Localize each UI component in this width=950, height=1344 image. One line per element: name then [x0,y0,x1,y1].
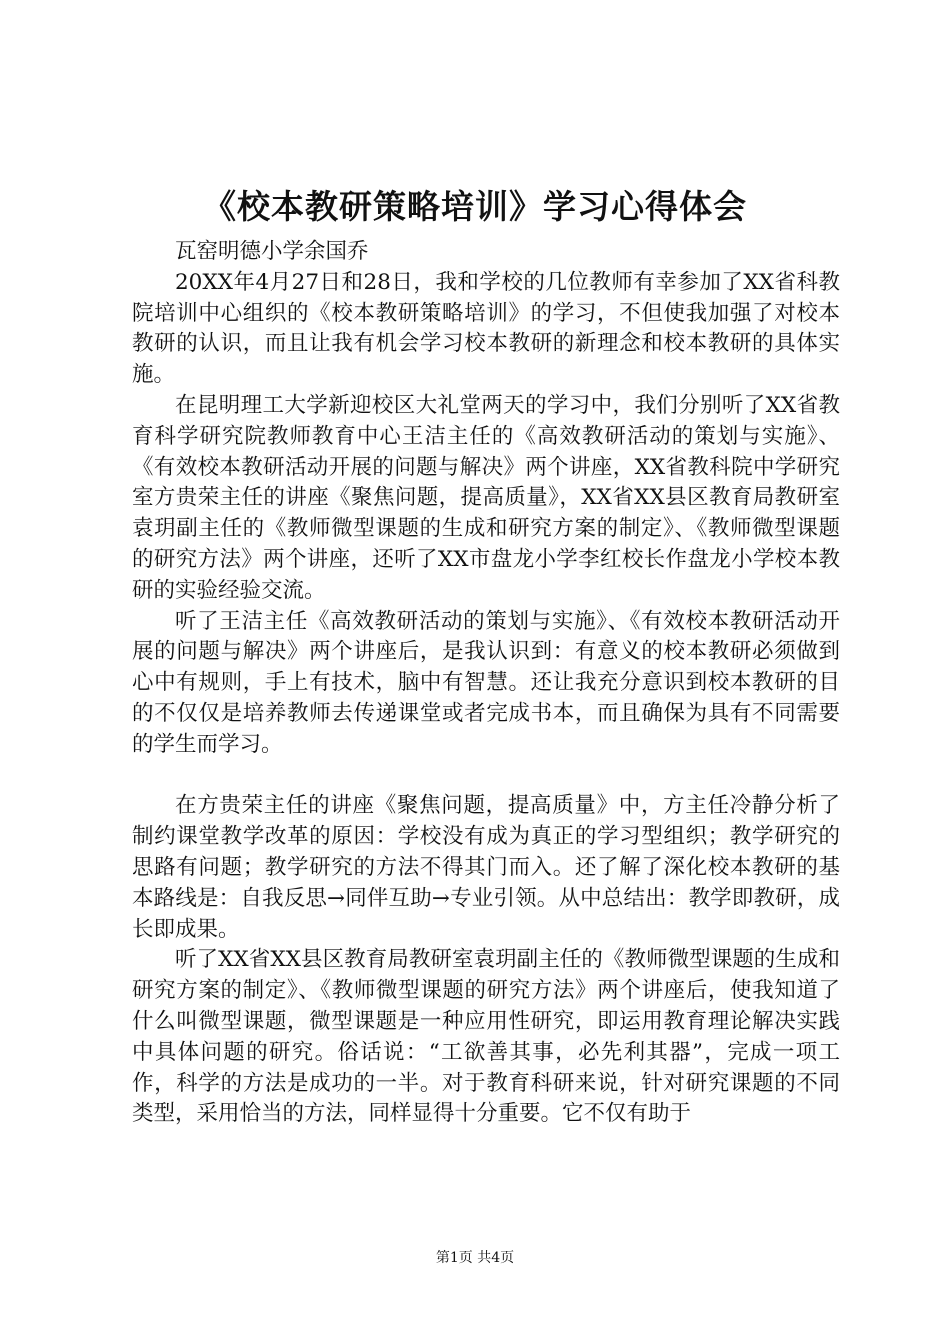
paragraph-3: 听了王洁主任《高效教研活动的策划与实施》、《有效校本教研活动开展的问题与解决》两个讲座后，是我认识到：有意义的校本教研必须做到心中有规则，手上有技术，脑中有智慧。还让我充分意识到校本教研的目的不仅仅是培养教师去传递课堂或者完成书本，而且确保为具有不同需要的学生而学习。 [132,608,840,757]
paragraph-4: 在方贵荣主任的讲座《聚焦问题，提高质量》中，方主任冷静分析了制约课堂教学改革的原因：学校没有成为真正的学习型组织；教学研究的思路有问题；教学研究的方法不得其门而入。还了解了深化校本教研的基本路线是：自我反思→同伴互助→专业引领。从中总结出：教学即教研，成长即成果。 [132,793,840,942]
author-line: 瓦窑明德小学余国乔 [175,239,369,264]
document-body [132,237,840,1130]
page-footer: 第1页 共4页 [435,1250,515,1266]
paragraph-5: 听了XX省XX县区教育局教研室袁玥副主任的《教师微型课题的生成和研究方案的制定》、《教师微型课题的研究方法》两个讲座后，使我知道了什么叫微型课题，微型课题是一种应用性研究，即运用教育理论解决实践中具体问题的研究。俗话说：“工欲善其事，必先利其器”，完成一项工作，科学的方法是成功的一半。对于教育科研来说，针对研究课题的不同类型，采用恰当的方法，同样显得十分重要。它不仅有助于 [132,947,840,1127]
document-title: 《校本教研策略培训》学习心得体会 [203,187,747,226]
paragraph-1: 20XX年4月27日和28日，我和学校的几位教师有幸参加了XX省科教院培训中心组织的《校本教研策略培训》的学习，不但使我加强了对校本教研的认识，而且让我有机会学习校本教研的新理念和校本教研的具体实施。 [132,269,840,388]
paragraph-2: 在昆明理工大学新迎校区大礼堂两天的学习中，我们分别听了XX省教育科学研究院教师教育中心王洁主任的《高效教研活动的策划与实施》、《有效校本教研活动开展的问题与解决》两个讲座，XX省教科院中学研究室方贵荣主任的讲座《聚焦问题，提高质量》，XX省XX县区教育局教研室袁玥副主任的《教师微型课题的生成和研究方案的制定》、《教师微型课题的研究方法》两个讲座，还听了XX市盘龙小学李红校长作盘龙小学校本教研的实验经验交流。 [132,392,840,603]
